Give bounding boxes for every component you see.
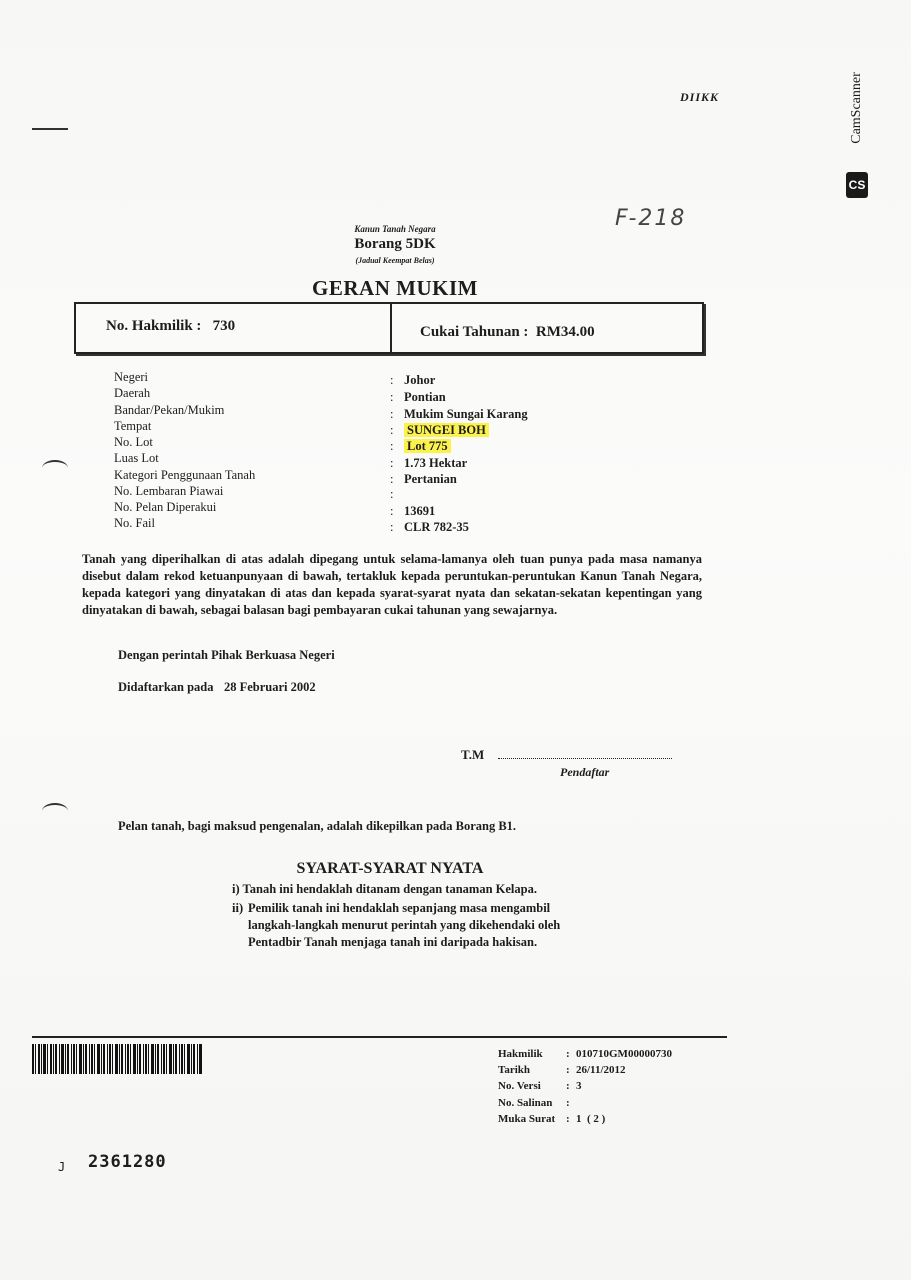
- condition-item: [232, 900, 572, 951]
- footer-rule: [32, 1036, 727, 1038]
- title-number-box: [74, 302, 704, 354]
- detail-separator: :: [390, 520, 394, 534]
- punch-hole-mark: [42, 803, 68, 819]
- camscanner-logo-icon: CS: [846, 172, 868, 198]
- meta-separator: :: [566, 1064, 570, 1076]
- detail-separator: :: [390, 504, 394, 518]
- detail-separator: :: [390, 487, 394, 501]
- highlighted-value: Lot 775: [404, 439, 451, 453]
- meta-value: 26/11/2012: [576, 1064, 626, 1076]
- detail-separator: :: [390, 390, 394, 404]
- detail-label: Negeri: [114, 370, 149, 384]
- meta-separator: :: [566, 1080, 570, 1092]
- signature-tm: T.M: [461, 747, 485, 762]
- conditions-title: SYARAT-SYARAT NYATA: [296, 860, 484, 877]
- punch-hole-mark: [42, 460, 68, 476]
- highlighted-value: SUNGEI BOH: [404, 423, 489, 437]
- meta-value: 1 ( 2 ): [576, 1113, 606, 1125]
- scan-mark: [32, 128, 68, 130]
- authority-order: Dengan perintah Pihak Berkuasa Negeri: [118, 648, 335, 662]
- detail-value: 13691: [404, 504, 436, 518]
- meta-separator: :: [566, 1048, 570, 1060]
- detail-separator: :: [390, 456, 394, 470]
- meta-label: Hakmilik: [498, 1048, 543, 1060]
- form-schedule: (Jadual Keempat Belas): [355, 256, 435, 265]
- meta-separator: :: [566, 1113, 570, 1125]
- condition-text: Pemilik tanah ini hendaklah sepanjang masa mengambil langkah-langkah menurut perintah yang dikehendaki oleh Pentadbir Tanah menjaga tanah ini daripada hakisan.: [248, 901, 561, 949]
- serial-prefix: J: [58, 1160, 66, 1174]
- meta-value: 3: [576, 1080, 582, 1092]
- detail-value: [404, 439, 451, 454]
- condition-item: [232, 882, 537, 897]
- plan-note: Pelan tanah, bagi maksud pengenalan, adalah dikepilkan pada Borang B1.: [118, 819, 517, 833]
- detail-label: No. Pelan Diperakui: [114, 500, 217, 514]
- detail-label: No. Fail: [114, 516, 155, 530]
- meta-label: No. Salinan: [498, 1097, 553, 1109]
- meta-label: Muka Surat: [498, 1113, 556, 1125]
- detail-label: Luas Lot: [114, 451, 159, 465]
- camscanner-watermark: [840, 64, 872, 204]
- detail-label: Kategori Penggunaan Tanah: [114, 468, 256, 482]
- detail-value: Pertanian: [404, 472, 457, 486]
- meta-label: Tarikh: [498, 1064, 531, 1076]
- condition-text: Tanah ini hendaklah ditanam dengan tanaman Kelapa.: [242, 882, 537, 896]
- header-note: DIIKK: [680, 90, 720, 104]
- detail-label: No. Lot: [114, 435, 153, 449]
- registered-date: 28 Februari 2002: [224, 680, 316, 694]
- condition-number: i): [232, 882, 240, 896]
- meta-label: No. Versi: [498, 1080, 541, 1092]
- document-title: GERAN MUKIM: [312, 276, 478, 300]
- meta-value: 010710GM00000730: [576, 1048, 672, 1060]
- barcode-icon: [32, 1044, 202, 1074]
- detail-value: Johor: [404, 373, 436, 387]
- detail-value: CLR 782-35: [404, 520, 469, 534]
- box-divider: [390, 304, 392, 352]
- hakmilik-number: No. Hakmilik : 730: [106, 318, 236, 334]
- detail-separator: :: [390, 373, 394, 387]
- detail-label: Tempat: [114, 419, 152, 433]
- form-name: Borang 5DK: [354, 236, 436, 252]
- annual-rent: Cukai Tahunan : RM34.00: [420, 324, 595, 340]
- registered-label: Didaftarkan pada: [118, 680, 214, 694]
- detail-value: 1.73 Hektar: [404, 456, 468, 470]
- detail-separator: :: [390, 439, 394, 453]
- detail-separator: :: [390, 472, 394, 486]
- condition-number: ii): [232, 901, 244, 915]
- detail-label: No. Lembaran Piawai: [114, 484, 224, 498]
- signature-line: [498, 744, 672, 759]
- registrar-label: Pendaftar: [560, 765, 610, 779]
- meta-separator: :: [566, 1097, 570, 1109]
- detail-separator: :: [390, 407, 394, 421]
- detail-label: Daerah: [114, 386, 151, 400]
- camscanner-name: CamScanner: [849, 72, 864, 144]
- serial-number: 2361280: [88, 1152, 167, 1172]
- tenure-paragraph: Tanah yang diperihalkan di atas adalah dipegang untuk selama-lamanya oleh tuan punya pada masa namanya disebut dalam rekod ketuanpunyaan di bawah, tertakluk kepada peruntukan-peruntukan Kanun Tanah Negara, kepada kategori yang dinyatakan di atas dan kepada syarat-syarat nyata dan sekatan-sekatan kepentingan yang dinyatakan di bawah, sebagai balasan bagi pembayaran cukai tahunan yang sewajarnya.: [82, 552, 702, 617]
- detail-separator: :: [390, 423, 394, 437]
- detail-value: Mukim Sungai Karang: [404, 407, 528, 421]
- detail-value: [404, 423, 489, 438]
- detail-value: Pontian: [404, 390, 446, 404]
- detail-label: Bandar/Pekan/Mukim: [114, 403, 225, 417]
- handwritten-reference: F-218: [615, 206, 687, 231]
- act-name: Kanun Tanah Negara: [354, 224, 436, 234]
